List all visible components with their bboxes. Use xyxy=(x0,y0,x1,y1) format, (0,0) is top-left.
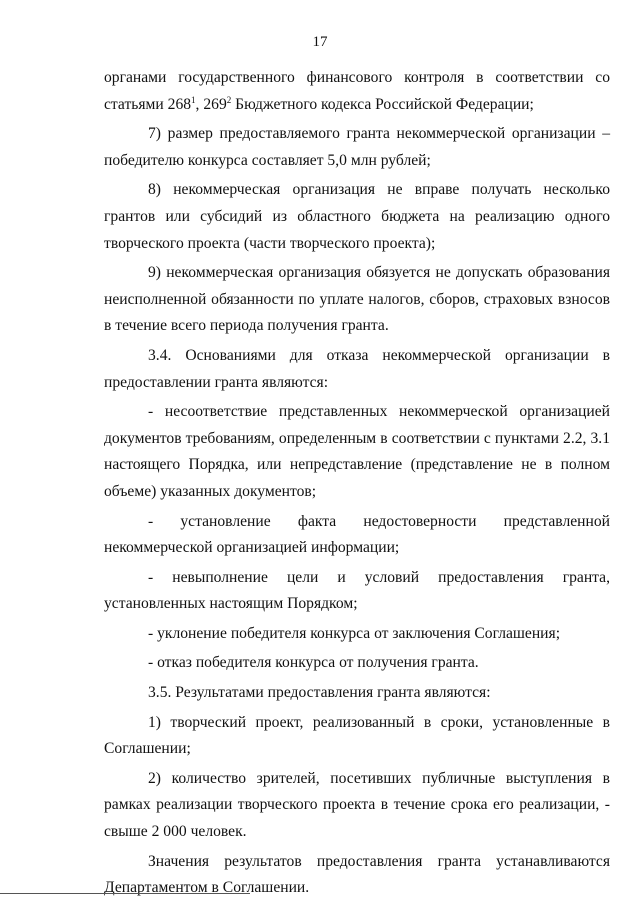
paragraph-refusal-reason-5: - отказ победителя конкурса от получения гранта. xyxy=(148,654,479,672)
paragraph-refusal-reason-1: - несоответствие представленных некоммерческой организацией документов требованиям, определенным в соответствии с пунктами 2.2, 3.1 настоящего Порядка, или непредставление (представление не в полном объеме) указанных документов; xyxy=(104,403,610,500)
paragraph-item-9: 9) некоммерческая организация обязуется не допускать образования неисполненной обязанности по уплате налогов, сборов, страховых взносов в течение всего периода получения гранта. xyxy=(104,264,610,335)
paragraph-text: Бюджетного кодекса Российской Федерации; xyxy=(231,95,534,113)
paragraph-refusal-reason-3: - невыполнение цели и условий предоставления гранта, установленных настоящим Порядком; xyxy=(104,568,610,613)
page-number: 17 xyxy=(312,34,328,50)
footnote-superscript: 1 xyxy=(191,94,196,105)
paragraph-item-8: 8) некоммерческая организация не вправе получать несколько грантов или субсидий из областного бюджета на реализацию одного творческого проекта (части творческого проекта); xyxy=(104,181,610,252)
paragraph-section-3-5: 3.5. Результатами предоставления гранта являются: xyxy=(148,684,491,702)
paragraph-result-1: 1) творческий проект, реализованный в сроки, установленные в Соглашении; xyxy=(104,713,610,758)
footnote-superscript: 2 xyxy=(226,94,232,105)
document-body xyxy=(104,65,610,902)
paragraph-refusal-reason-4: - уклонение победителя конкурса от заключения Соглашения; xyxy=(148,624,561,642)
paragraph-text: , 269 xyxy=(195,95,227,113)
paragraph-text: органами государственного финансового контроля в соответствии со статьями 268 xyxy=(104,69,610,113)
paragraph-result-values: Значения результатов предоставления гранта устанавливаются Департаментом в Соглашении. xyxy=(104,852,610,897)
paragraph-result-2: 2) количество зрителей, посетивших публичные выступления в рамках реализации творческого проекта в течение срока его реализации, - свыше 2 000 человек. xyxy=(104,769,610,841)
paragraph-section-3-4: 3.4. Основаниями для отказа некоммерческой организации в предоставлении гранта являются: xyxy=(104,346,610,391)
paragraph-control-bodies xyxy=(104,65,610,118)
paragraph-item-7: 7) размер предоставляемого гранта некоммерческой организации – победителю конкурса составляет 5,0 млн рублей; xyxy=(104,125,610,169)
footer-divider xyxy=(0,893,250,894)
paragraph-refusal-reason-2: - установление факта недостоверности представленной некоммерческой организацией информации; xyxy=(104,512,610,557)
